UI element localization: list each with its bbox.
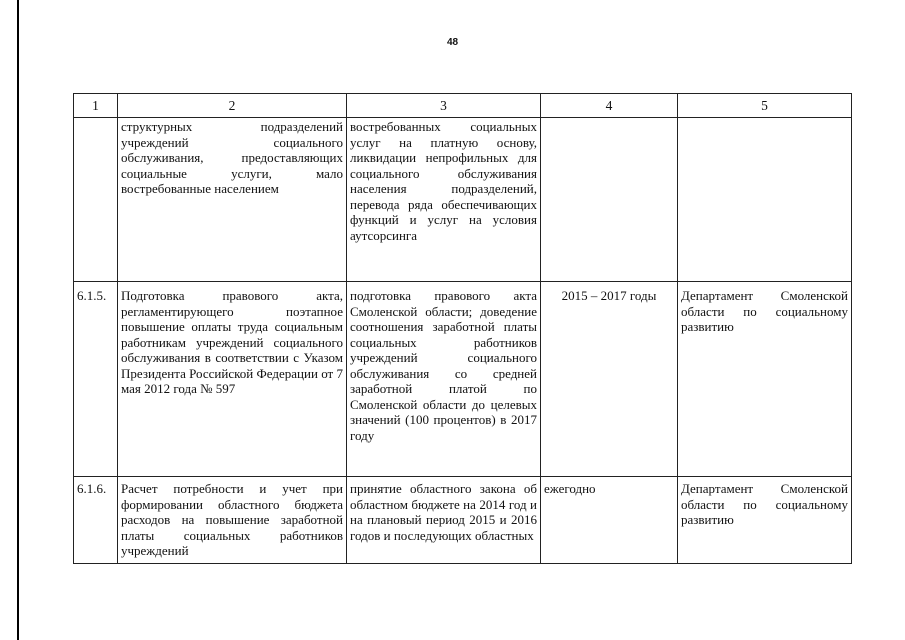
result-cell: принятие областного закона об областном бюджете на 2014 год и на плановый период 2015 и 2016 годов и последующих областных: [347, 477, 541, 564]
header-cell: 2: [118, 94, 347, 118]
header-cell: 3: [347, 94, 541, 118]
term-cell: 2015 – 2017 годы: [541, 282, 678, 477]
measure-cell: Расчет потребности и учет при формировании областного бюджета расходов на повышение заработной платы социальных работников учреждений: [118, 477, 347, 564]
row-number-cell: [74, 118, 118, 282]
table-row: [74, 477, 852, 564]
table-header-row: [74, 94, 852, 118]
measure-cell: структурных подразделений учреждений социального обслуживания, предоставляющих социальные услуги, мало востребованные населением: [118, 118, 347, 282]
table-row: [74, 282, 852, 477]
table-row: [74, 118, 852, 282]
header-cell: 4: [541, 94, 678, 118]
row-number-cell: 6.1.6.: [74, 477, 118, 564]
header-cell: 5: [678, 94, 852, 118]
action-plan-table: [73, 93, 852, 564]
row-number-cell: 6.1.5.: [74, 282, 118, 477]
term-cell: ежегодно: [541, 477, 678, 564]
page-number: 48: [446, 37, 459, 48]
executor-cell: [678, 118, 852, 282]
term-cell: [541, 118, 678, 282]
header-cell: 1: [74, 94, 118, 118]
result-cell: востребованных социальных услуг на платную основу, ликвидации непрофильных для социального обслуживания населения подразделений, перевода ряда обеспечивающих функций и услуг на условия аутсорсинга: [347, 118, 541, 282]
result-cell: подготовка правового акта Смоленской области; доведение соотношения заработной платы социальных работников учреждений социального обслуживания со средней заработной платой по Смоленской области до целевых значений (100 процентов) в 2017 году: [347, 282, 541, 477]
measure-cell: Подготовка правового акта, регламентирующего поэтапное повышение оплаты труда социальным работникам учреждений социального обслуживания в соответствии с Указом Президента Российской Федерации от 7 мая 2012 года № 597: [118, 282, 347, 477]
executor-cell: Департамент Смоленской области по социальному развитию: [678, 282, 852, 477]
executor-cell: Департамент Смоленской области по социальному развитию: [678, 477, 852, 564]
binding-edge-line: [17, 0, 19, 640]
